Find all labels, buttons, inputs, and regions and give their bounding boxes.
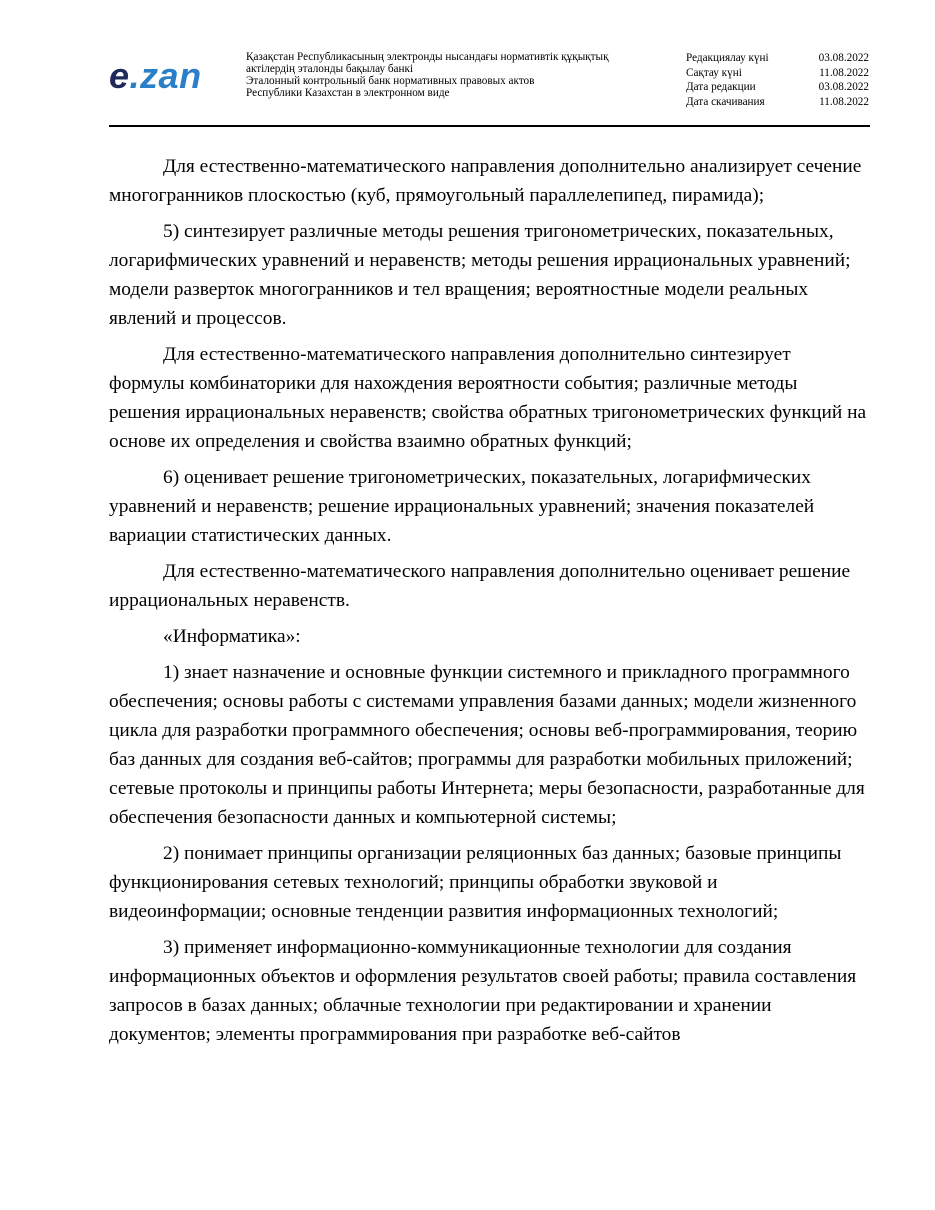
meta-value: 11.08.2022 [819, 95, 869, 108]
org-line: актілердің эталонды бақылау банкі [246, 63, 414, 75]
meta-label: Дата редакции [686, 81, 756, 93]
header-divider [109, 125, 870, 127]
meta-value: 03.08.2022 [818, 81, 869, 93]
organization-title [246, 51, 666, 99]
logo-dot: . [129, 55, 141, 96]
document-body [109, 152, 869, 1056]
logo-wordmark [109, 55, 202, 96]
meta-label: Дата скачивания [686, 95, 765, 108]
paragraph: Для естественно-математического направления дополнительно оценивает решение иррациональных неравенств. [109, 561, 851, 611]
paragraph: 1) знает назначение и основные функции системного и прикладного программного обеспечения; основы работы с системами управления базами данных; модели жизненного цикла для разработки программного обеспечения; основы веб-программирования, теорию баз данных для создания веб-сайтов; программы для разработки мобильных приложений; сетевые протоколы и принципы работы Интернета; меры безопасности, разработанные для обеспечения безопасности данных и компьютерной системы; [109, 662, 865, 828]
paragraph: 3) применяет информационно-коммуникационные технологии для создания информационных объектов и оформления результатов своей работы; правила составления запросов в базах данных; облачные технологии при редактировании и хранении документов; элементы программирования при разработке веб-сайтов [109, 937, 857, 1045]
logo-zan: zan [140, 55, 202, 96]
paragraph: Для естественно-математического направления дополнительно анализирует сечение многогранников плоскостью (куб, прямоугольный параллелепипед, пирамида); [109, 156, 862, 206]
logo-e: e [109, 55, 130, 96]
org-line: Эталонный контрольный банк нормативных правовых актов [246, 75, 535, 87]
org-line: Республики Казахстан в электронном виде [246, 87, 450, 99]
paragraph: 2) понимает принципы организации реляционных баз данных; базовые принципы функционирования сетевых технологий; принципы обработки звуковой и видеоинформации; основные тенденции развития информационных технологий; [109, 843, 842, 922]
meta-row-save-date-kz [686, 66, 869, 81]
meta-label: Редакциялау күні [686, 52, 769, 64]
meta-row-download-date [686, 95, 869, 110]
paragraph: Для естественно-математического направления дополнительно синтезирует формулы комбинаторики для нахождения вероятности события; различные методы решения иррациональных неравенств; свойства обратных тригонометрических функций на основе их определения и свойства взаимно обратных функций; [109, 344, 867, 452]
meta-row-edit-date [686, 80, 869, 95]
paragraph: 6) оценивает решение тригонометрических, показательных, логарифмических уравнений и неравенств; решение иррациональных уравнений; значения показателей вариации статистических данных. [109, 467, 815, 546]
org-line: Қазақстан Республикасының электронды нысандағы нормативтік құқықтық [246, 51, 609, 63]
meta-value: 11.08.2022 [819, 66, 869, 79]
ezan-logo[interactable] [109, 56, 219, 96]
meta-row-edit-date-kz [686, 51, 869, 66]
section-heading: «Информатика»: [163, 626, 301, 647]
meta-label: Сақтау күні [686, 66, 742, 79]
document-header [109, 48, 869, 118]
document-dates [686, 51, 869, 109]
meta-value: 03.08.2022 [818, 52, 869, 64]
paragraph: 5) синтезирует различные методы решения тригонометрических, показательных, логарифмических уравнений и неравенств; методы решения иррациональных уравнений; модели разверток многогранников и тел вращения; вероятностные модели реальных явлений и процессов. [109, 221, 851, 329]
